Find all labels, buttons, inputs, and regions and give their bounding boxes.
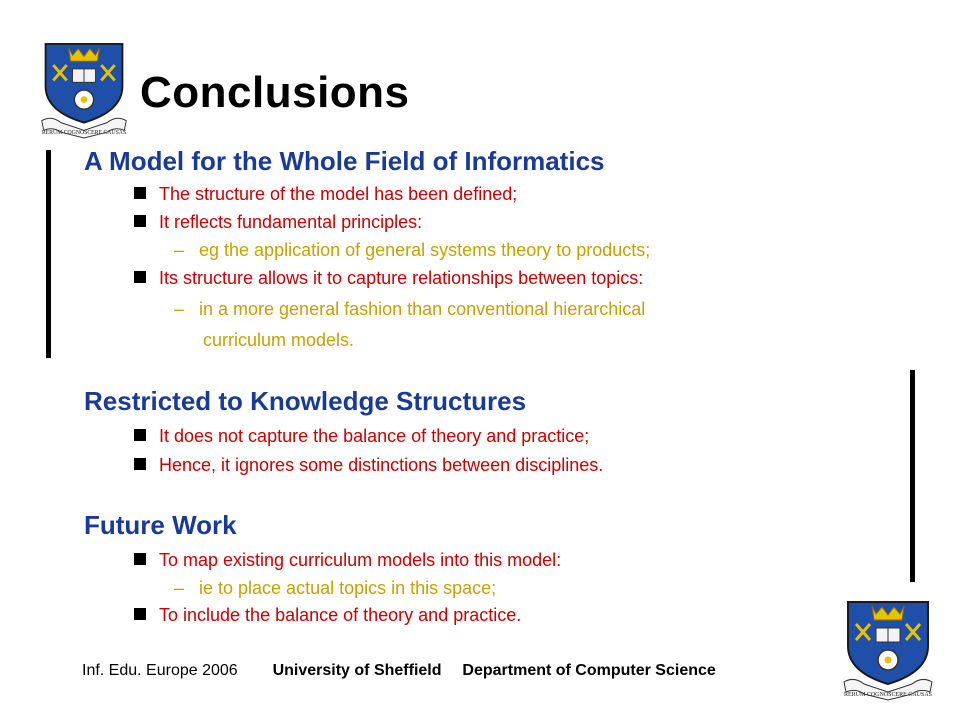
footer-university: University of Sheffield [272,662,442,679]
section-heading-future-work: Future Work [84,510,237,540]
footer-department: Department of Computer Science [462,662,716,679]
left-change-bar [46,150,51,358]
sub-item-continuation: curriculum models. [203,330,355,350]
bullet-item: Its structure allows it to capture relationships between topics: [134,268,643,289]
bullet-item: It reflects fundamental principles: [134,212,422,233]
bullet-square-icon [134,553,146,565]
bullet-square-icon [134,608,146,620]
bullet-square-icon [134,215,146,227]
bullet-item: It does not capture the balance of theory and practice; [134,426,589,447]
bullet-item: Hence, it ignores some distinctions between disciplines. [134,455,603,476]
university-crest-logo [836,598,940,702]
bullet-square-icon [134,187,146,199]
sub-item: – eg the application of general systems theory to products; [174,240,651,260]
slide-footer [82,662,716,680]
slide-title: Conclusions [140,68,410,117]
sub-item: – in a more general fashion than conventional hierarchical [174,299,646,319]
bullet-square-icon [134,458,146,470]
sub-item: – ie to place actual topics in this space; [174,578,497,598]
bullet-square-icon [134,271,146,283]
section-heading-informatics: A Model for the Whole Field of Informatics [84,146,605,176]
bullet-square-icon [134,429,146,441]
bullet-item: The structure of the model has been defined; [134,184,517,205]
footer-conference: Inf. Edu. Europe 2006 [82,662,238,679]
university-crest-logo [36,40,132,140]
right-change-bar [910,370,915,582]
bullet-item: To map existing curriculum models into this model: [134,550,561,571]
svg-text:RERUM COGNOSCERE CAUSAS: RERUM COGNOSCERE CAUSAS [41,130,127,137]
section-heading-knowledge-structures: Restricted to Knowledge Structures [84,386,527,416]
bullet-item: To include the balance of theory and practice. [134,605,521,626]
svg-text:RERUM COGNOSCERE CAUSAS: RERUM COGNOSCERE CAUSAS [843,692,933,698]
